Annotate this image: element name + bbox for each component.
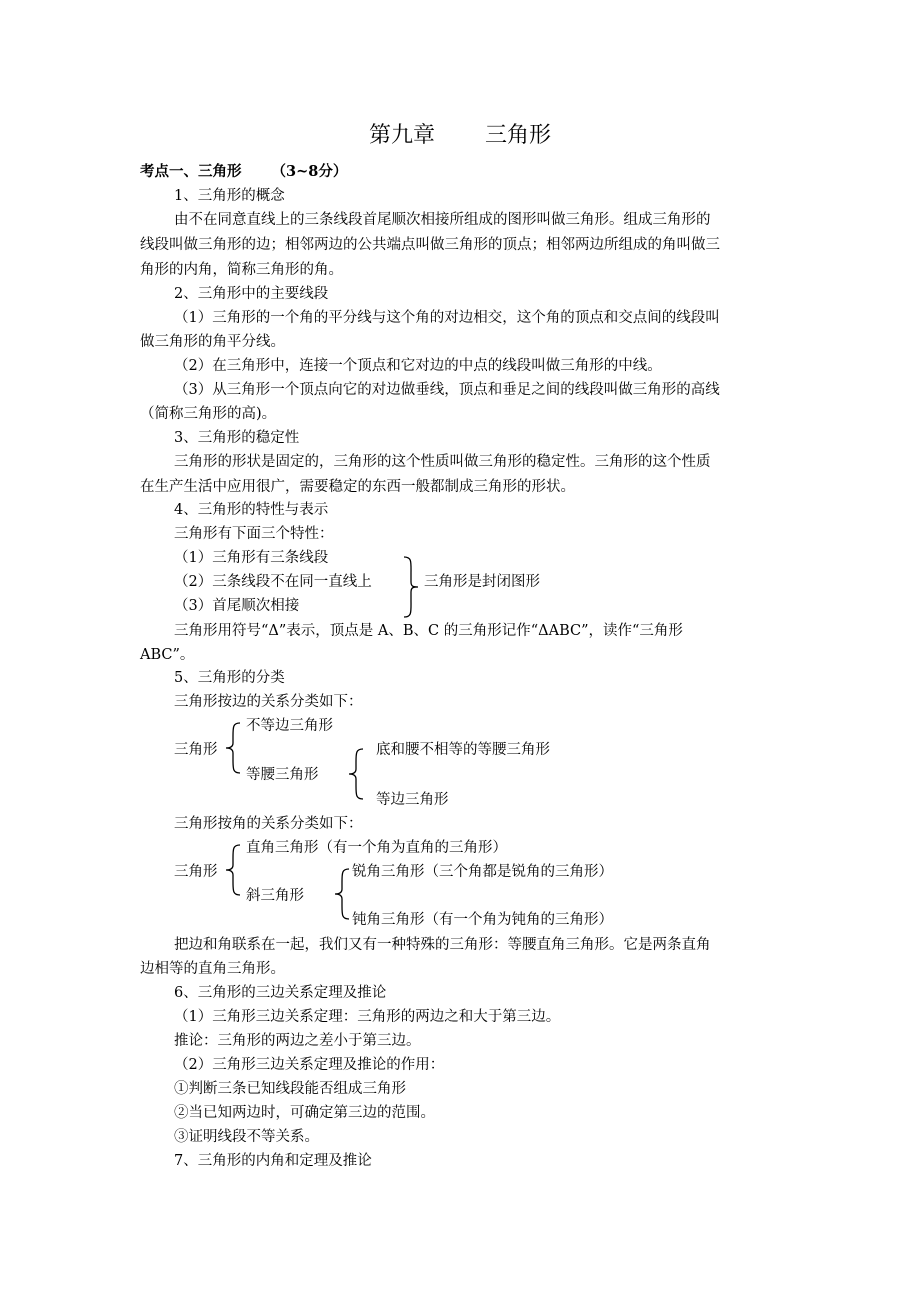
- s2-item3-line1: （3）从三角形一个顶点向它的对边做垂线，顶点和垂足之间的线段叫做三角形的高线: [174, 382, 720, 398]
- chapter-name: 三角形: [485, 123, 552, 148]
- s5-angle-brace-1: [224, 844, 242, 896]
- s5-isosceles: 等腰三角形: [246, 767, 319, 783]
- s6-heading: 6、三角形的三边关系定理及推论: [174, 985, 387, 1001]
- s5-obtuse-triangle: 钝角三角形（有一个角为钝角的三角形）: [352, 912, 613, 928]
- s5-angle-brace-2: [333, 868, 351, 920]
- s6-use-2: ②当已知两边时，可确定第三边的范围。: [174, 1105, 435, 1121]
- s4-property-3: （3）首尾顺次相接: [174, 598, 300, 614]
- section-title: 考点一、三角形: [140, 163, 242, 180]
- s5-by-side-intro: 三角形按边的关系分类如下：: [174, 694, 363, 710]
- s6-use-3: ③证明线段不等关系。: [174, 1129, 319, 1145]
- s6-use-1: ①判断三条已知线段能否组成三角形: [174, 1081, 406, 1097]
- s6-corollary: 推论：三角形的两边之差小于第三边。: [174, 1033, 421, 1049]
- s2-item1-line1: （1）三角形的一个角的平分线与这个角的对边相交，这个角的顶点和交点间的线段叫: [174, 310, 720, 326]
- s4-property-1: （1）三角形有三条线段: [174, 550, 329, 566]
- s5-scalene: 不等边三角形: [246, 718, 333, 734]
- s3-heading: 3、三角形的稳定性: [174, 430, 300, 446]
- s4-summary: 三角形是封闭图形: [424, 574, 540, 590]
- s4-notation-line2: ABC”。: [140, 647, 195, 663]
- s2-heading: 2、三角形中的主要线段: [174, 286, 329, 302]
- s4-notation-line1: 三角形用符号“Δ”表示，顶点是 A、B、C 的三角形记作“ΔABC”，读作“三角形: [174, 623, 683, 639]
- s5-by-side-root: 三角形: [174, 742, 218, 758]
- s6-uses-heading: （2）三角形三边关系定理及推论的作用：: [174, 1057, 445, 1073]
- s4-intro: 三角形有下面三个特性：: [174, 526, 334, 542]
- s1-para-line3: 角形的内角，简称三角形的角。: [140, 262, 343, 278]
- s5-note-line2: 边相等的直角三角形。: [140, 961, 285, 977]
- s5-note-line1: 把边和角联系在一起，我们又有一种特殊的三角形：等腰直角三角形。它是两条直角: [174, 937, 711, 953]
- s2-item1-line2: 做三角形的角平分线。: [140, 334, 285, 350]
- s5-by-angle-intro: 三角形按角的关系分类如下：: [174, 816, 363, 832]
- s2-item2: （2）在三角形中，连接一个顶点和它对边的中点的线段叫做三角形的中线。: [174, 358, 662, 374]
- s5-acute-triangle: 锐角三角形（三个角都是锐角的三角形）: [352, 864, 613, 880]
- s5-oblique-triangle: 斜三角形: [246, 888, 304, 904]
- section-score: （3~8分）: [271, 163, 348, 180]
- s3-para-line1: 三角形的形状是固定的，三角形的这个性质叫做三角形的稳定性。三角形的这个性质: [174, 454, 711, 470]
- chapter-number: 第九章: [368, 123, 435, 148]
- s4-right-brace: [402, 556, 422, 618]
- s5-heading: 5、三角形的分类: [174, 670, 285, 686]
- s1-heading: 1、三角形的概念: [174, 188, 285, 204]
- s1-para-line2: 线段叫做三角形的边；相邻两边的公共端点叫做三角形的顶点；相邻两边所组成的角叫做三: [140, 237, 720, 253]
- s5-by-angle-root: 三角形: [174, 864, 218, 880]
- chapter-title: [0, 122, 920, 150]
- s4-property-2: （2）三条线段不在同一直线上: [174, 574, 372, 590]
- section-heading: [140, 162, 347, 182]
- s5-side-brace-2: [347, 748, 365, 800]
- s3-para-line2: 在生产生活中应用很广，需要稳定的东西一般都制成三角形的形状。: [140, 479, 575, 495]
- s5-iso-non-equilateral: 底和腰不相等的等腰三角形: [376, 742, 550, 758]
- s4-heading: 4、三角形的特性与表示: [174, 502, 329, 518]
- s5-right-triangle: 直角三角形（有一个角为直角的三角形）: [246, 840, 507, 856]
- s6-theorem: （1）三角形三边关系定理：三角形的两边之和大于第三边。: [174, 1009, 561, 1025]
- s2-item3-line2: （简称三角形的高)。: [140, 406, 277, 422]
- s7-heading: 7、三角形的内角和定理及推论: [174, 1153, 372, 1169]
- s5-side-brace-1: [224, 722, 242, 774]
- s1-para-line1: 由不在同意直线上的三条线段首尾顺次相接所组成的图形叫做三角形。组成三角形的: [174, 212, 711, 228]
- s5-equilateral: 等边三角形: [376, 792, 449, 808]
